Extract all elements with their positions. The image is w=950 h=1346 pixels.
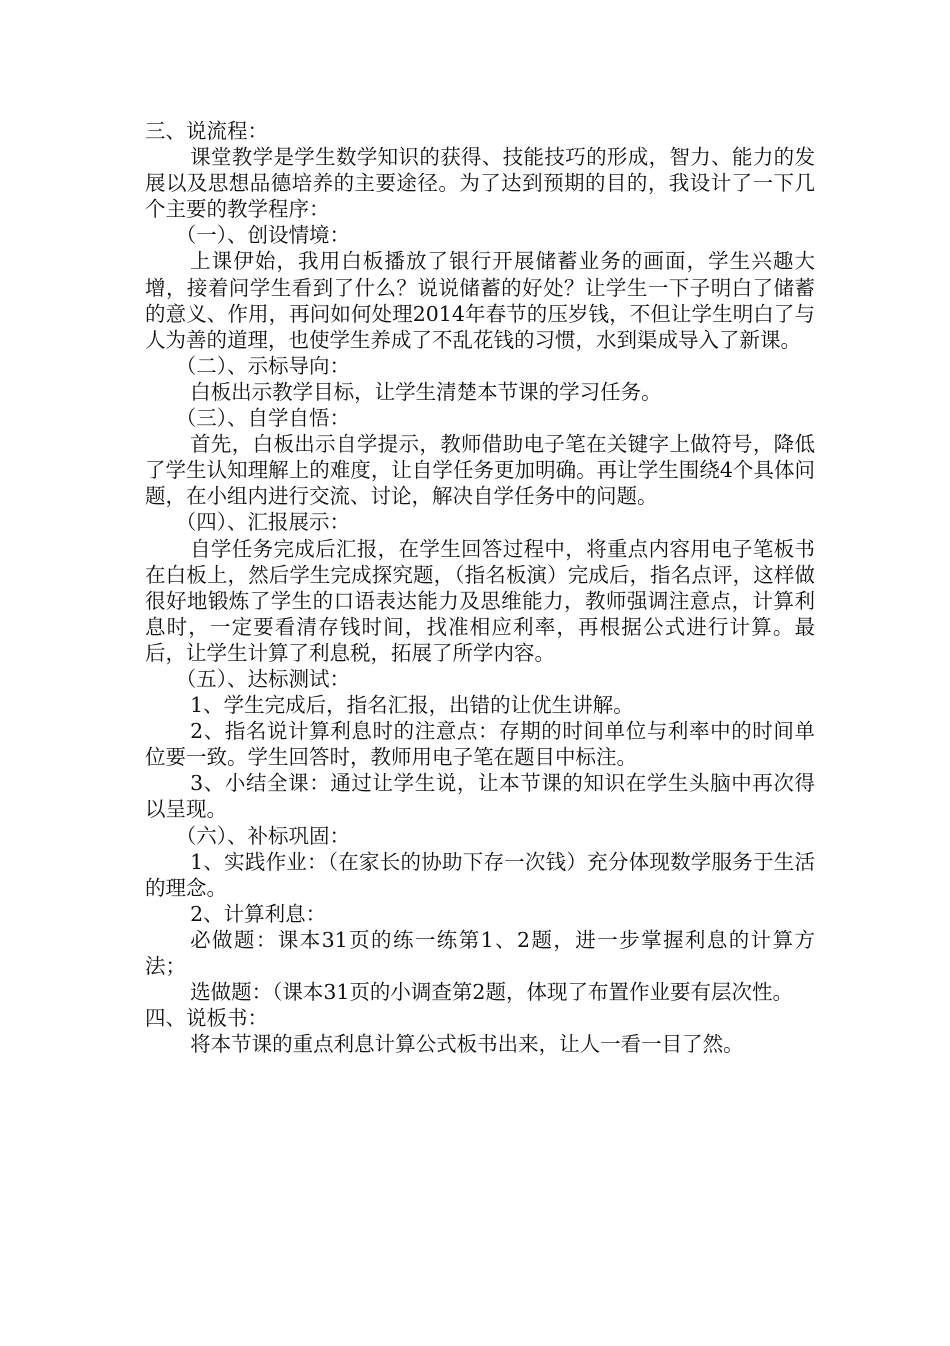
paragraph-show-goals: 白板出示教学目标，让学生清楚本节课的学习任务。 (190, 379, 662, 404)
paragraph-create-scenario: 上课伊始，我用白板播放了银行开展储蓄业务的画面，学生兴趣大增，接着问学生看到了什么？说说储蓄的好处？让学生一下子明白了储蓄的意义、作用，再问如何处理2014年春节的压岁钱，不但让学生明白了与人为善的道理，也使学生养成了不乱花钱的习惯，水到渠成导入了新课。 (145, 249, 815, 352)
paragraph-test-item-2: 2、指名说计算利息时的注意点：存期的时间单位与利率中的时间单位要一致。学生回答时，教师用电子笔在题目中标注。 (145, 719, 815, 770)
subheading-create-scenario: （一）、创设情境： (175, 223, 350, 248)
paragraph-intro: 课堂教学是学生数学知识的获得、技能技巧的形成，智力、能力的发展以及思想品德培养的主要途径。为了达到预期的目的，我设计了一下几个主要的教学程序： (145, 145, 815, 222)
paragraph-optional-exercise: 选做题：（课本31页的小调查第2题，体现了布置作业要有层次性。 (190, 980, 793, 1005)
document-body (145, 118, 815, 1057)
subheading-show-goals: （二）、示标导向： (175, 353, 350, 378)
paragraph-report-display: 自学任务完成后汇报，在学生回答过程中，将重点内容用电子笔板书在白板上，然后学生完成探究题，（指名板演）完成后，指名点评，这样做很好地锻炼了学生的口语表达能力及思维能力，教师强调注意点，计算利息时，一定要看清存钱时间，找准相应利率，再根据公式进行计算。最后，让学生计算了利息税，拓展了所学内容。 (145, 536, 815, 665)
subheading-standard-test: （五）、达标测试： (175, 666, 350, 691)
paragraph-test-item-1: 1、学生完成后，指名汇报，出错的让优生讲解。 (190, 693, 634, 718)
paragraph-consolidation-item-2: 2、计算利息： (190, 901, 327, 926)
section-heading-blackboard: 四、说板书： (145, 1006, 268, 1031)
section-heading-process: 三、说流程： (145, 119, 268, 143)
paragraph-consolidation-item-1: 1、实践作业：（在家长的协助下存一次钱）充分体现数学服务于生活的理念。 (145, 849, 815, 900)
paragraph-test-item-3: 3、小结全课：通过让学生说，让本节课的知识在学生头脑中再次得以呈现。 (145, 771, 815, 822)
subheading-report-display: （四）、汇报展示： (175, 510, 350, 535)
paragraph-self-study: 首先，白板出示自学提示，教师借助电子笔在关键字上做符号，降低了学生认知理解上的难度，让自学任务更加明确。再让学生围绕4个具体问题，在小组内进行交流、讨论，解决自学任务中的问题。 (145, 432, 815, 509)
subheading-self-study: （三）、自学自悟： (175, 406, 350, 431)
paragraph-blackboard: 将本节课的重点利息计算公式板书出来，让人一看一目了然。 (190, 1032, 744, 1057)
subheading-consolidation: （六）、补标巩固： (175, 823, 350, 848)
paragraph-required-exercise: 必做题：课本31页的练一练第1、2题，进一步掌握利息的计算方法； (145, 927, 815, 978)
